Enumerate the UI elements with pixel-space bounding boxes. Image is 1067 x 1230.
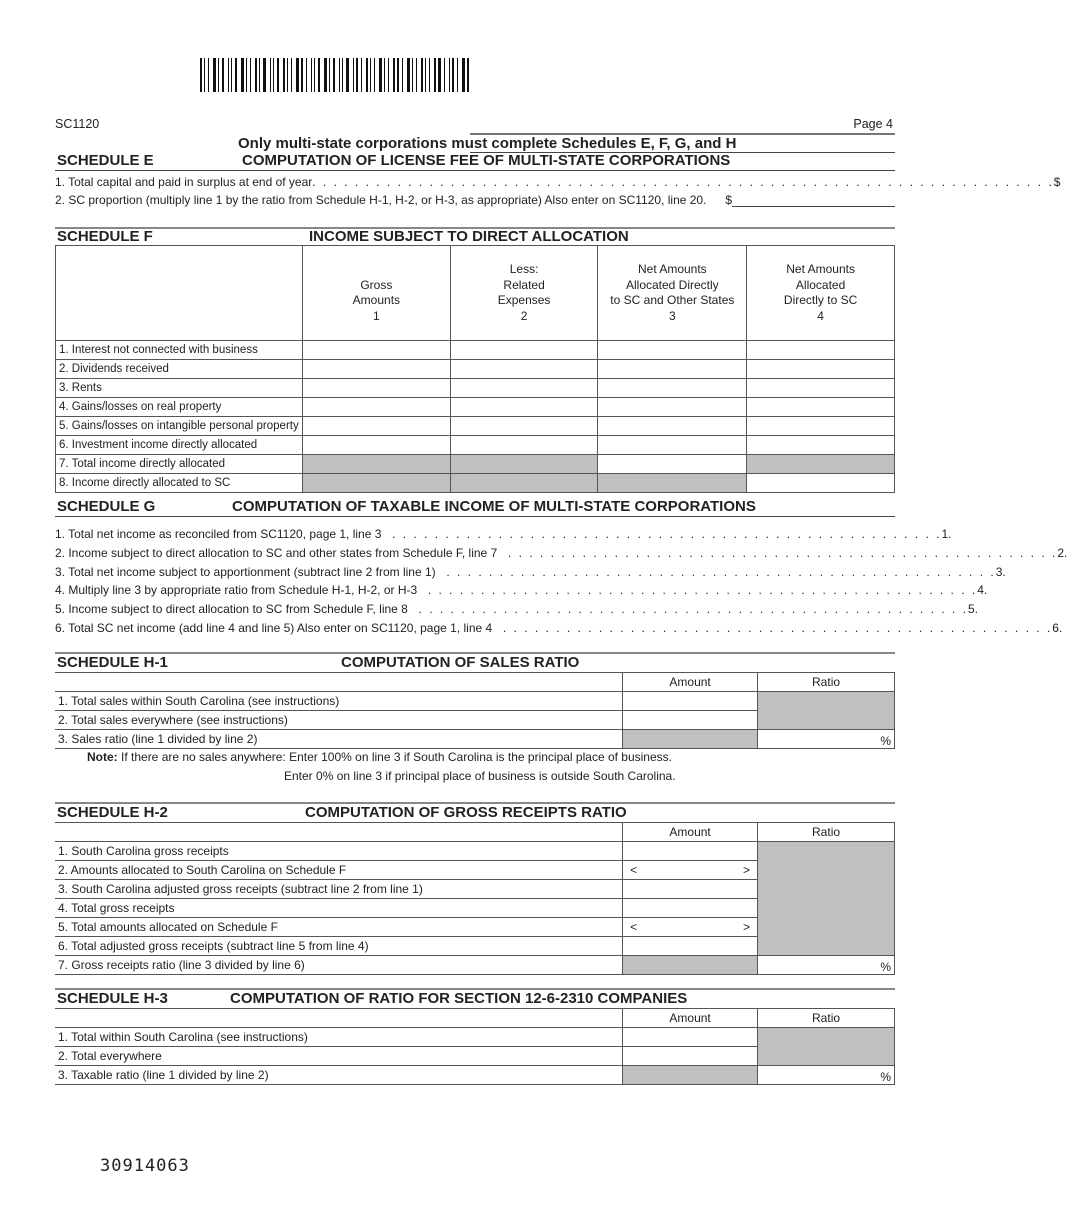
amount-input[interactable]	[623, 880, 758, 899]
shaded-cell	[598, 474, 747, 493]
dollar-sign: $	[725, 193, 732, 207]
row-label: 1. South Carolina gross receipts	[55, 842, 623, 861]
schedule-h3-table	[55, 1008, 895, 1085]
schedule-e-line-2-input[interactable]	[732, 193, 895, 207]
form-id: SC1120	[55, 117, 100, 131]
amount-cell-col-2[interactable]	[450, 379, 598, 398]
shaded-cell	[623, 730, 758, 749]
column-header-text: Gross	[360, 277, 393, 292]
row-label: 4. Gains/losses on real property	[56, 398, 303, 417]
schedule-e-line-1: 1. Total capital and paid in surplus at end of year . . . . . . . . . . . . . . . . . . . . . . . . . . . . . . . . . . . . . . . . . . . . . . . . . . . . . . . . . . . . . . . . . . . . . . $	[55, 175, 1061, 189]
schedule-h3-title: COMPUTATION OF RATIO FOR SECTION 12-6-2310 COMPANIES	[230, 990, 688, 1007]
amount-cell-col-2[interactable]	[450, 398, 598, 417]
column-header-text: Allocated	[795, 277, 846, 292]
amount-header: Amount	[623, 823, 758, 842]
amount-cell-col-2[interactable]	[450, 360, 598, 379]
schedule-f-title: INCOME SUBJECT TO DIRECT ALLOCATION	[309, 228, 629, 245]
ratio-input[interactable]	[758, 730, 895, 749]
amount-input[interactable]	[623, 937, 758, 956]
percent-sign: %	[880, 960, 891, 974]
table-row	[55, 1066, 895, 1085]
line-label: 2. Income subject to direct allocation to SC and other states from Schedule F, line 7	[55, 545, 498, 560]
column-header-text: Less:	[509, 262, 539, 276]
table-row	[56, 379, 895, 398]
amount-header: Amount	[623, 1009, 758, 1028]
amount-header: Amount	[623, 673, 758, 692]
schedule-g-label: SCHEDULE G	[57, 498, 156, 515]
row-label: 8. Income directly allocated to SC	[56, 474, 303, 493]
schedule-g-line-1: 1. Total net income as reconciled from SC1120, page 1, line 3 . . . . . . . . . . . . . . . . . . . . . . . . . . . . . . . . . . . . . . . . . . . . . . . . . . . . 1.	[55, 527, 952, 541]
row-label: 3. Taxable ratio (line 1 divided by line 2)	[55, 1066, 623, 1085]
dollar-sign: $	[1053, 175, 1061, 189]
amount-input[interactable]	[623, 842, 758, 861]
column-header-2	[450, 246, 598, 341]
amount-cell-col-2[interactable]	[450, 436, 598, 455]
amount-cell-col-3[interactable]	[598, 398, 747, 417]
column-header-text: Net Amounts	[786, 262, 855, 276]
line-label: 3. Total net income subject to apportionment (subtract line 2 from line 1)	[55, 564, 436, 579]
barcode	[200, 58, 472, 92]
amount-cell-col-4[interactable]	[747, 360, 895, 379]
row-label: 2. Amounts allocated to South Carolina on Schedule F	[55, 861, 623, 880]
row-label: 3. Rents	[56, 379, 303, 398]
schedule-f-table	[55, 245, 895, 493]
amount-cell-col-3[interactable]	[598, 379, 747, 398]
note-label: Note:	[87, 750, 118, 764]
amount-cell-col-1[interactable]	[302, 341, 450, 360]
row-label: 5. Gains/losses on intangible personal property	[56, 417, 303, 436]
blank-header	[55, 673, 623, 692]
row-label: 2. Dividends received	[56, 360, 303, 379]
close-bracket: >	[743, 863, 751, 877]
amount-input[interactable]	[623, 692, 758, 711]
ratio-header: Ratio	[758, 1009, 895, 1028]
line-number: 5.	[967, 602, 978, 617]
amount-input[interactable]	[623, 1028, 758, 1047]
amount-cell-col-4[interactable]	[747, 417, 895, 436]
percent-sign: %	[880, 1070, 891, 1084]
shaded-cell	[302, 474, 450, 493]
row-label: 4. Total gross receipts	[55, 899, 623, 918]
amount-cell-col-4[interactable]	[747, 436, 895, 455]
column-header-text: Net Amounts	[637, 262, 707, 276]
amount-cell-col-1[interactable]	[302, 436, 450, 455]
row-label: 7. Gross receipts ratio (line 3 divided by line 6)	[55, 956, 623, 975]
schedule-h3-label: SCHEDULE H-3	[57, 990, 168, 1007]
column-header-text: Amounts	[352, 293, 401, 307]
amount-cell-col-3[interactable]	[598, 341, 747, 360]
line-number: 1.	[941, 527, 952, 541]
column-header-text: Related	[503, 277, 545, 292]
shaded-cell	[747, 455, 895, 474]
schedule-f-label: SCHEDULE F	[57, 228, 153, 245]
amount-input[interactable]	[623, 711, 758, 730]
open-bracket: <	[630, 863, 638, 877]
line-number: 4.	[977, 583, 988, 598]
amount-cell-col-4[interactable]	[747, 398, 895, 417]
table-row	[56, 455, 895, 474]
row-label: 3. Sales ratio (line 1 divided by line 2)	[55, 730, 623, 749]
row-label: 1. Interest not connected with business	[56, 341, 303, 360]
amount-cell-col-3[interactable]	[598, 417, 747, 436]
column-header-text: 2	[520, 308, 528, 323]
line-label: 1. Total net income as reconciled from SC1120, page 1, line 3	[55, 527, 382, 541]
table-row	[55, 730, 895, 749]
schedule-g-line-6: 6. Total SC net income (add line 4 and line 5) Also enter on SC1120, page 1, line 4 . . . . . . . . . . . . . . . . . . . . . . . . . . . . . . . . . . . . . . . . . . . . . . . . . . . . 6.	[55, 621, 1063, 635]
line-label: 6. Total SC net income (add line 4 and line 5) Also enter on SC1120, page 1, line 4	[55, 621, 493, 635]
schedule-e-title: COMPUTATION OF LICENSE FEE OF MULTI-STATE CORPORATIONS	[242, 152, 731, 169]
column-header-text	[306, 262, 447, 278]
ratio-header: Ratio	[758, 673, 895, 692]
column-header-1	[302, 246, 450, 341]
shaded-cell	[450, 474, 598, 493]
column-header-text: 4	[817, 308, 824, 323]
shaded-cell	[302, 455, 450, 474]
amount-cell-col-3[interactable]	[598, 455, 747, 474]
amount-input[interactable]	[623, 861, 758, 880]
schedule-g-line-5: 5. Income subject to direct allocation to SC from Schedule F, line 8 . . . . . . . . . . . . . . . . . . . . . . . . . . . . . . . . . . . . . . . . . . . . . . . . . . . . 5.	[55, 602, 978, 617]
form-code: 30914063	[100, 1156, 190, 1176]
schedule-e-label: SCHEDULE E	[57, 152, 154, 169]
column-header-text: Directly to SC	[783, 293, 858, 307]
shaded-cell	[623, 1066, 758, 1085]
ratio-input[interactable]	[758, 1066, 895, 1085]
row-label: 2. Total everywhere	[55, 1047, 623, 1066]
line-label: 5. Income subject to direct allocation to SC from Schedule F, line 8	[55, 602, 408, 617]
table-row	[56, 398, 895, 417]
schedule-g-line-4: 4. Multiply line 3 by appropriate ratio from Schedule H-1, H-2, or H-3 . . . . . . . . . . . . . . . . . . . . . . . . . . . . . . . . . . . . . . . . . . . . . . . . . . . . 4.	[55, 583, 988, 598]
column-header-text: Allocated Directly	[625, 277, 719, 292]
amount-input[interactable]	[623, 918, 758, 937]
schedule-g-line-2: 2. Income subject to direct allocation to SC and other states from Schedule F, line 7 . . . . . . . . . . . . . . . . . . . . . . . . . . . . . . . . . . . . . . . . . . . . . . . . . . . . 2.	[55, 545, 1067, 560]
amount-cell-col-2[interactable]	[450, 341, 598, 360]
amount-cell-col-4[interactable]	[747, 341, 895, 360]
row-label: 6. Investment income directly allocated	[56, 436, 303, 455]
table-row	[55, 1028, 895, 1047]
table-row	[56, 436, 895, 455]
schedule-h1-table	[55, 672, 895, 749]
row-label: 7. Total income directly allocated	[56, 455, 303, 474]
amount-input[interactable]	[623, 1047, 758, 1066]
amount-cell-col-2[interactable]	[450, 417, 598, 436]
amount-cell-col-3[interactable]	[598, 436, 747, 455]
ratio-input[interactable]	[758, 956, 895, 975]
table-row	[56, 474, 895, 493]
schedule-h2-label: SCHEDULE H-2	[57, 804, 168, 821]
amount-cell-col-3[interactable]	[598, 360, 747, 379]
schedule-e-line-2	[55, 193, 895, 207]
schedule-g-title: COMPUTATION OF TAXABLE INCOME OF MULTI-STATE CORPORATIONS	[232, 498, 756, 515]
blank-header	[55, 823, 623, 842]
schedule-h2-title: COMPUTATION OF GROSS RECEIPTS RATIO	[305, 804, 627, 821]
shaded-cell	[450, 455, 598, 474]
amount-input[interactable]	[623, 899, 758, 918]
amount-cell-col-1[interactable]	[302, 360, 450, 379]
page-number: Page 4	[853, 117, 893, 131]
table-row	[55, 842, 895, 861]
line-number: 3.	[995, 564, 1006, 579]
row-label: 3. South Carolina adjusted gross receipts (subtract line 2 from line 1)	[55, 880, 623, 899]
table-row	[56, 360, 895, 379]
shaded-cell	[758, 842, 895, 956]
row-label: 1. Total within South Carolina (see instructions)	[55, 1028, 623, 1047]
amount-cell-col-4[interactable]	[747, 379, 895, 398]
ratio-header: Ratio	[758, 823, 895, 842]
line-number: 2.	[1057, 545, 1067, 560]
percent-sign: %	[880, 734, 891, 748]
column-header-text: 1	[373, 308, 380, 323]
column-header-3	[598, 246, 747, 341]
close-bracket: >	[743, 920, 751, 934]
row-label: 5. Total amounts allocated on Schedule F	[55, 918, 623, 937]
notice: Only multi-state corporations must complete Schedules E, F, G, and H	[238, 135, 737, 152]
line-label: 4. Multiply line 3 by appropriate ratio from Schedule H-1, H-2, or H-3	[55, 583, 418, 598]
note-text-2: Enter 0% on line 3 if principal place of business is outside South Carolina.	[284, 769, 676, 783]
open-bracket: <	[630, 920, 638, 934]
amount-cell-col-4[interactable]	[747, 474, 895, 493]
amount-cell-col-1[interactable]	[302, 379, 450, 398]
table-row	[55, 692, 895, 711]
note-text-1: If there are no sales anywhere: Enter 100% on line 3 if South Carolina is the principal place of business.	[117, 750, 672, 764]
schedule-h1-title: COMPUTATION OF SALES RATIO	[341, 654, 580, 671]
shaded-cell	[758, 1028, 895, 1066]
row-label: 1. Total sales within South Carolina (see instructions)	[55, 692, 623, 711]
table-row	[55, 956, 895, 975]
table-row	[56, 341, 895, 360]
blank-header	[56, 246, 303, 341]
schedule-h2-table	[55, 822, 895, 975]
row-label: 6. Total adjusted gross receipts (subtract line 5 from line 4)	[55, 937, 623, 956]
note	[87, 750, 672, 764]
column-header-4	[747, 246, 895, 341]
column-header-text: Expenses	[497, 293, 551, 307]
column-header-text: 3	[668, 308, 676, 323]
shaded-cell	[623, 956, 758, 975]
schedule-h1-label: SCHEDULE H-1	[57, 654, 168, 671]
amount-cell-col-1[interactable]	[302, 398, 450, 417]
row-label: 2. Total sales everywhere (see instructions)	[55, 711, 623, 730]
blank-header	[55, 1009, 623, 1028]
line-label: 2. SC proportion (multiply line 1 by the ratio from Schedule H-1, H-2, or H-3, as appropriate) Also enter on SC1120, line 20.	[55, 193, 707, 207]
shaded-cell	[758, 692, 895, 730]
amount-cell-col-1[interactable]	[302, 417, 450, 436]
line-label: 1. Total capital and paid in surplus at end of year	[55, 175, 313, 189]
column-header-text: to SC and Other States	[610, 293, 735, 307]
table-row	[56, 417, 895, 436]
schedule-g-line-3: 3. Total net income subject to apportionment (subtract line 2 from line 1) . . . . . . . . . . . . . . . . . . . . . . . . . . . . . . . . . . . . . . . . . . . . . . . . . . . . 3.	[55, 564, 1006, 579]
line-number: 6.	[1052, 621, 1063, 635]
